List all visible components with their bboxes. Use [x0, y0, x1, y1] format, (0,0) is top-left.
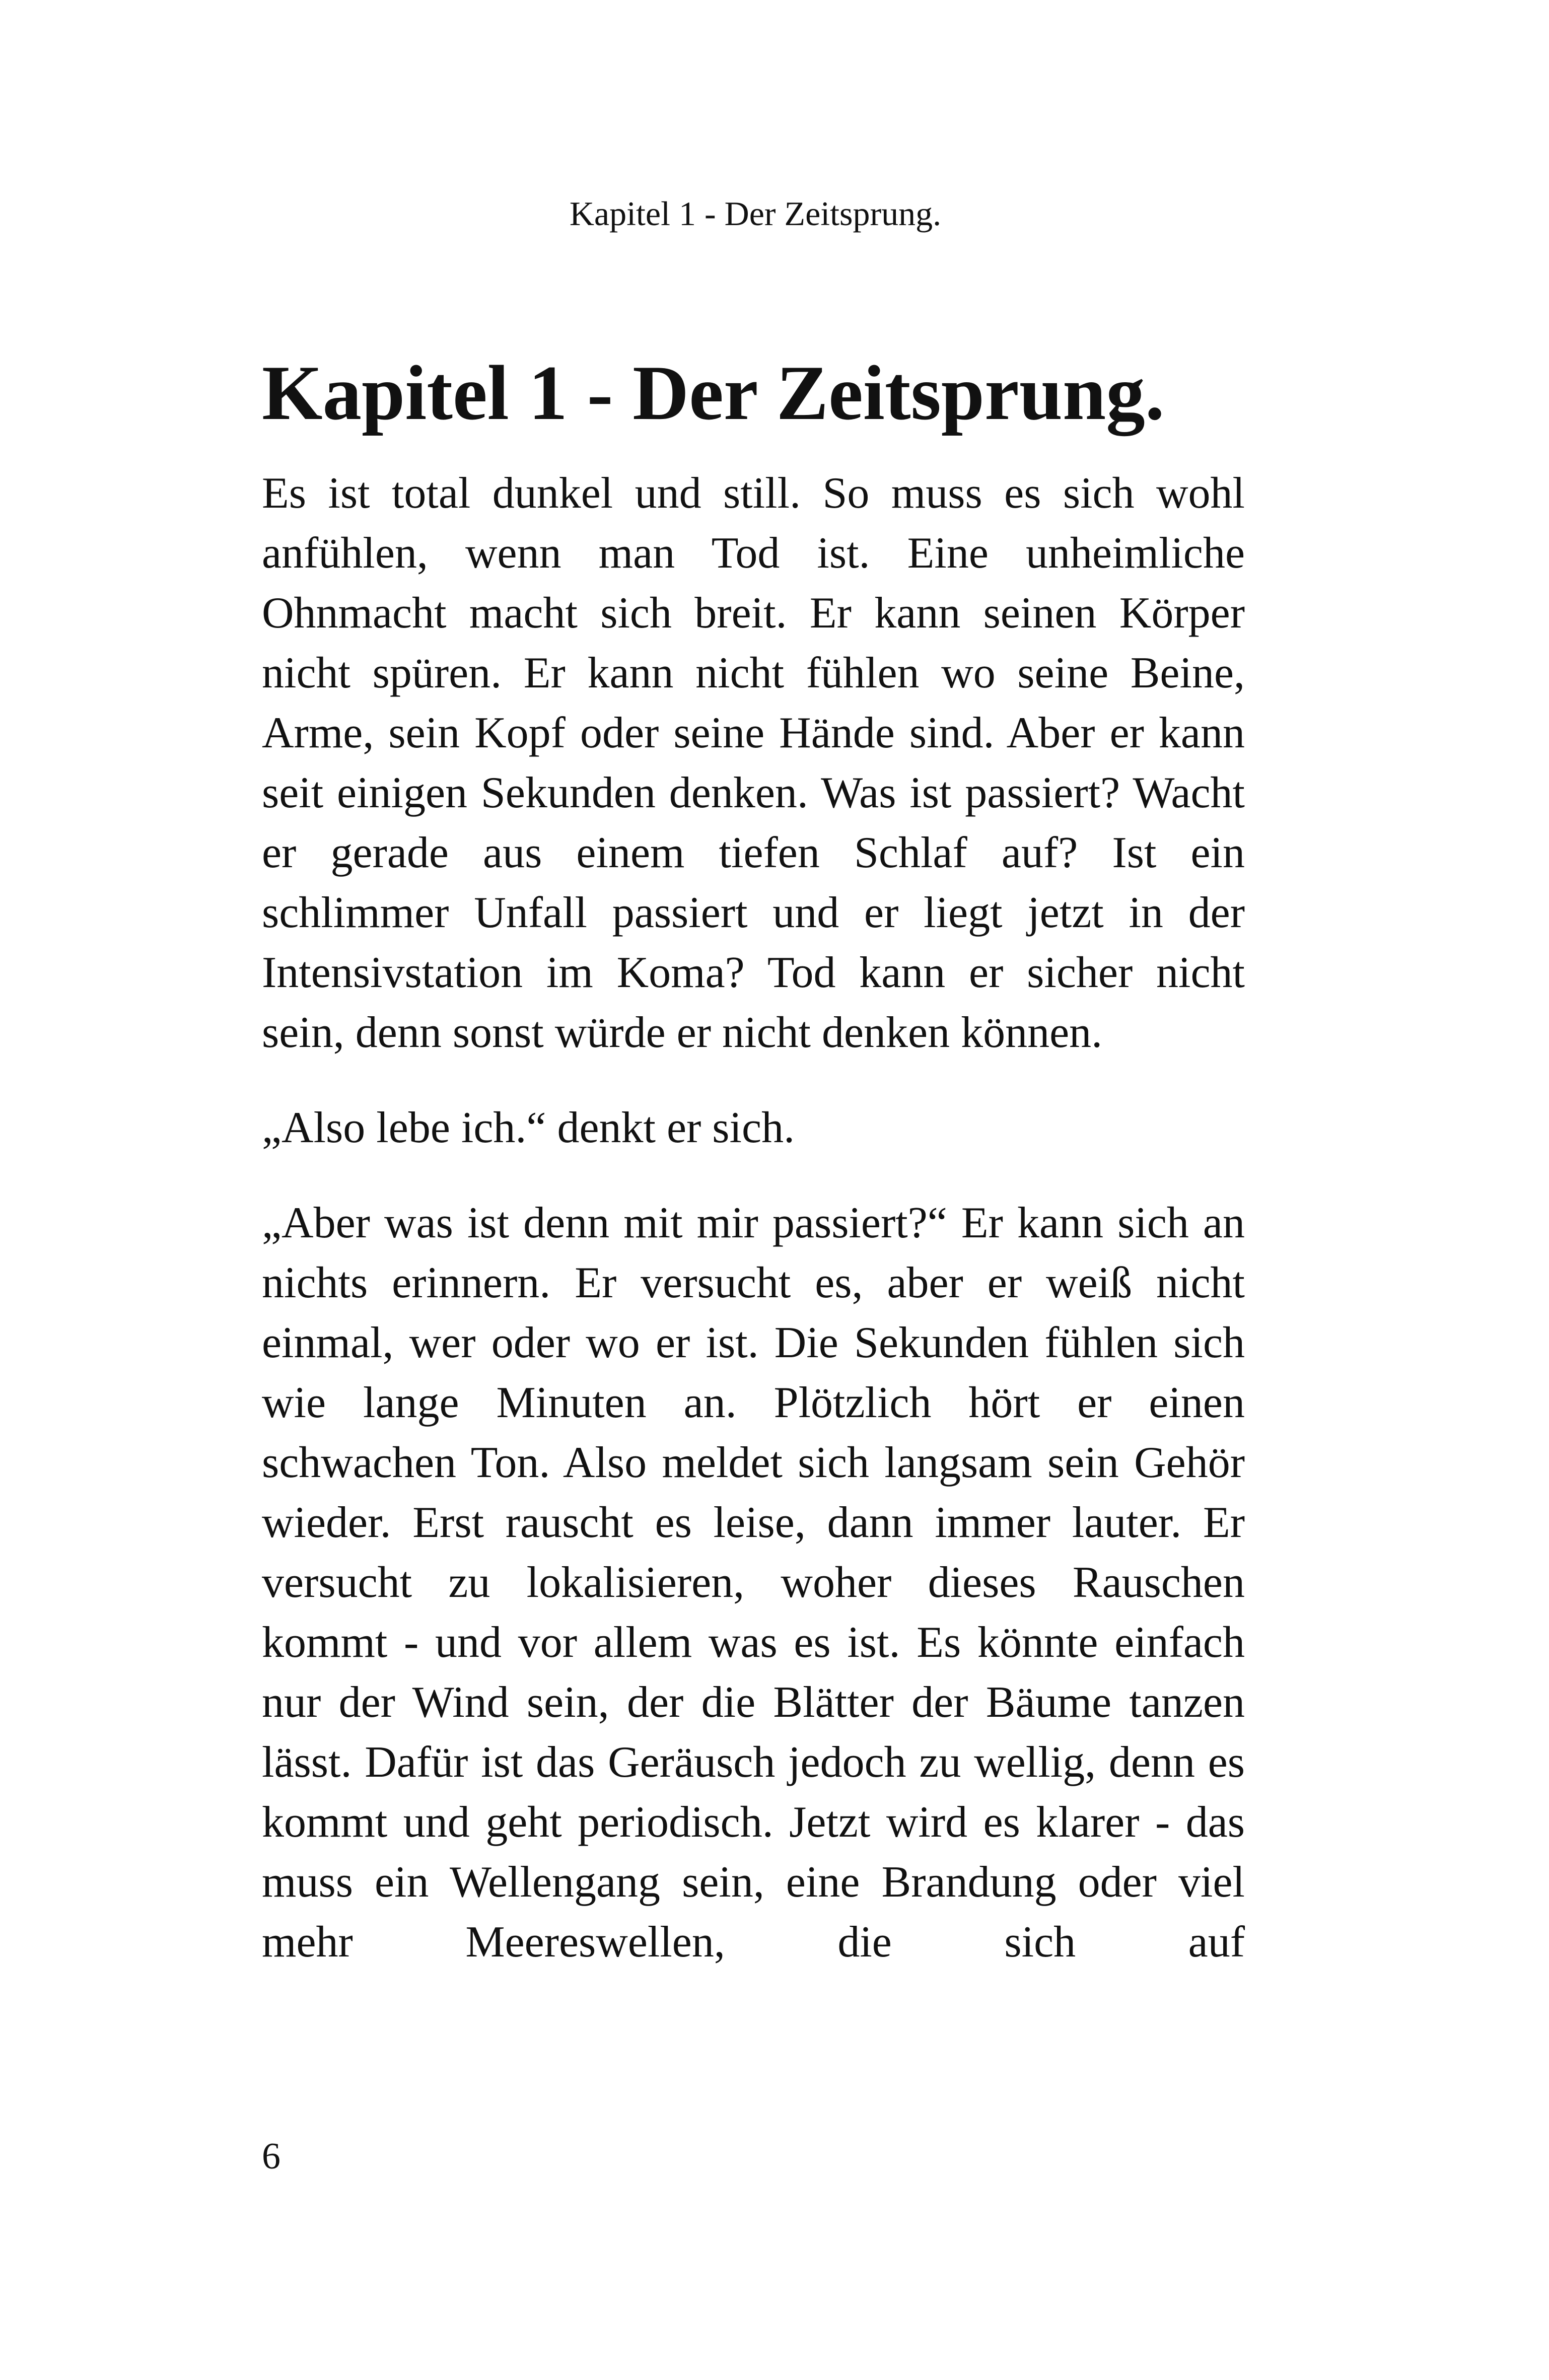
paragraph-3: „Aber was ist denn mit mir passiert?“ Er kann sich an nichts erinnern. Er versucht es, aber er weiß nicht einmal, wer oder wo er ist. Die Sekunden fühlen sich wie lange Minuten an. Plötzlich hört er einen schwachen Ton. Also meldet sich langsam sein Gehör wieder. Erst rauscht es leise, dann immer lauter. Er versucht zu lokalisieren, woher dieses Rauschen kommt - und vor allem was es ist. Es könnte einfach nur der Wind sein, der die Blätter der Bäume tanzen lässt. Dafür ist das Geräusch jedoch zu wellig, denn es kommt und geht periodisch. Jetzt wird es klarer - das muss ein Wellengang sein, eine Brandung oder viel mehr Meereswellen, die sich auf: [262, 1199, 1245, 1967]
paragraph-1: Es ist total dunkel und still. So muss es sich wohl anfühlen, wenn man Tod ist. Eine unheimliche Ohnmacht macht sich breit. Er kann seinen Körper nicht spüren. Er kann nicht fühlen wo seine Beine, Arme, sein Kopf oder seine Hände sind. Aber er kann seit einigen Sekunden denken. Was ist passiert? Wacht er gerade aus einem tiefen Schlaf auf? Ist ein schlimmer Unfall passiert und er liegt jetzt in der Intensivstation im Koma? Tod kann er sicher nicht sein, denn sonst würde er nicht denken können.: [262, 469, 1245, 1057]
running-header: Kapitel 1 - Der Zeitsprung.: [569, 194, 942, 233]
paragraph-2: „Also lebe ich.“ denkt er sich.: [262, 1103, 795, 1152]
page-content: [262, 347, 1245, 2007]
page-number: 6: [262, 2136, 280, 2177]
chapter-title: Kapitel 1 - Der Zeitsprung.: [262, 349, 1165, 436]
